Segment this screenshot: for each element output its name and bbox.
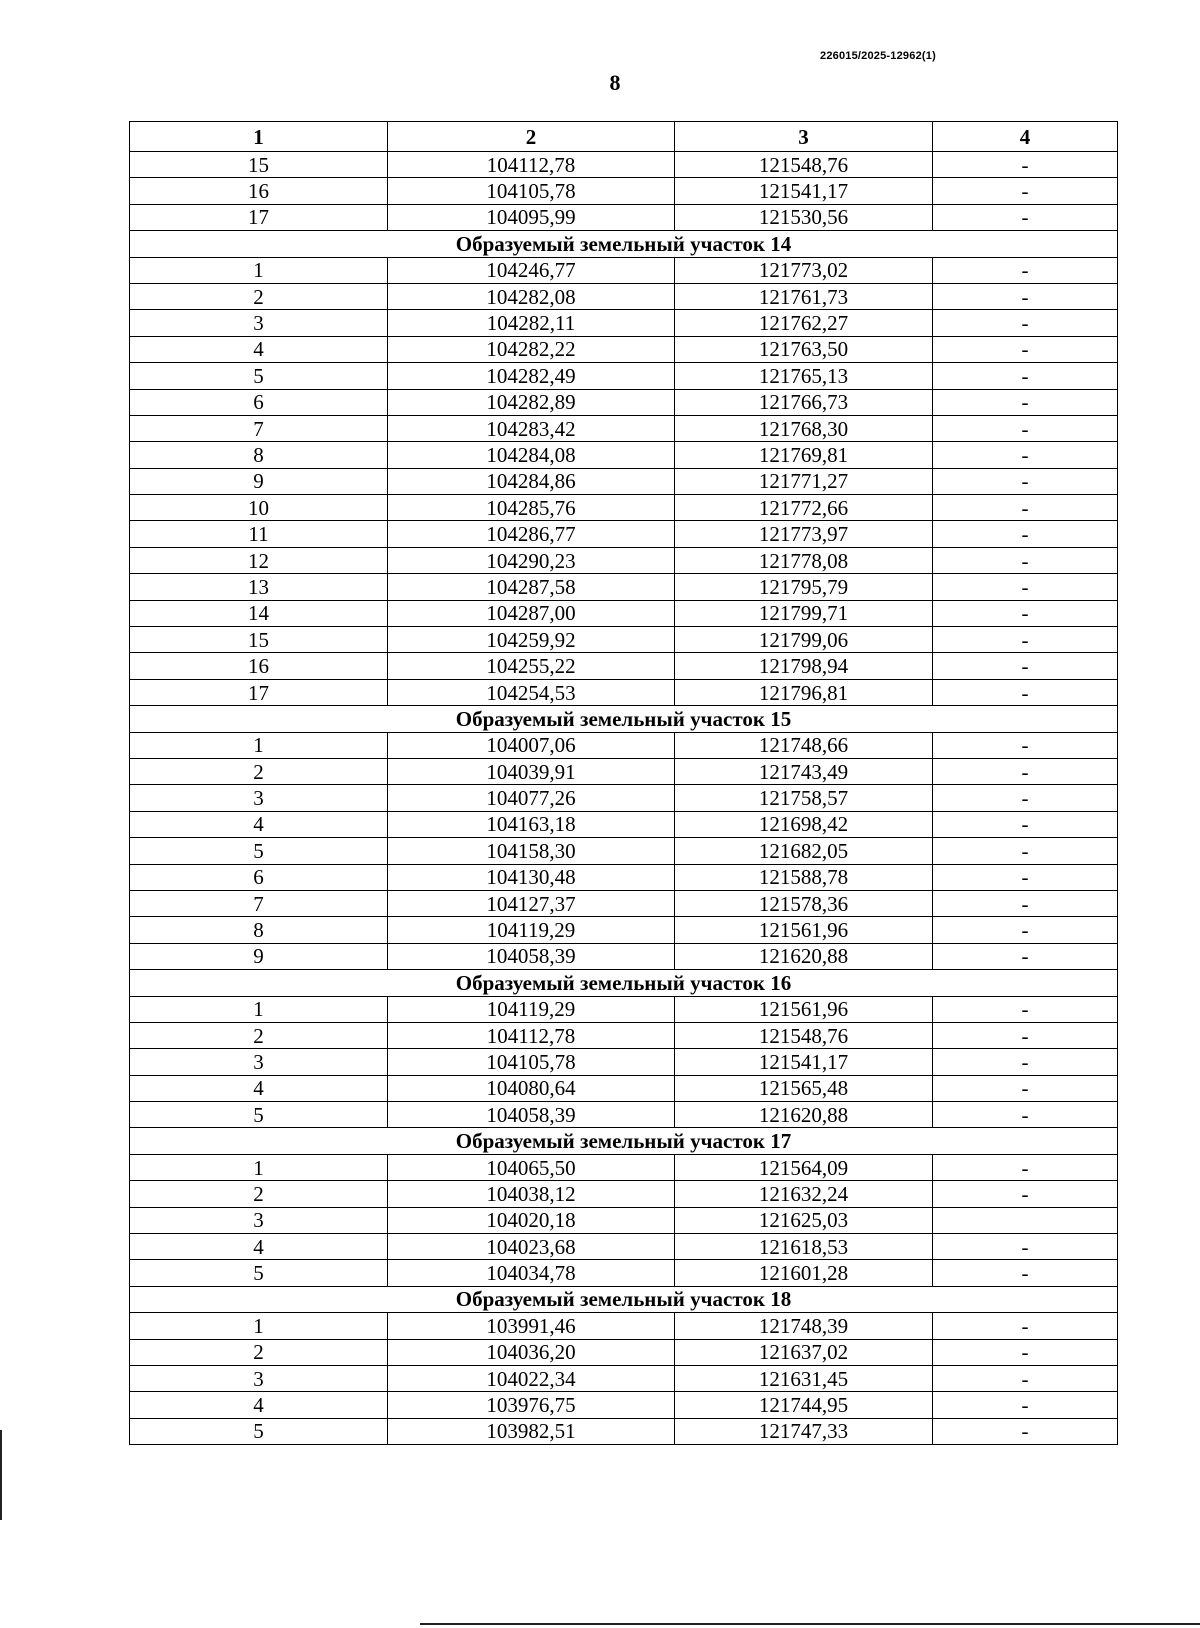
point-number-cell: 2	[130, 1022, 388, 1048]
table-row	[130, 864, 1118, 890]
table-row	[130, 785, 1118, 811]
note-cell: -	[933, 627, 1118, 653]
table-row	[130, 1181, 1118, 1207]
note-cell: -	[933, 1365, 1118, 1391]
x-coordinate-cell: 104282,49	[388, 363, 675, 389]
note-cell: -	[933, 310, 1118, 336]
y-coordinate-cell: 121763,50	[675, 336, 933, 362]
y-coordinate-cell: 121682,05	[675, 838, 933, 864]
note-cell: -	[933, 547, 1118, 573]
x-coordinate-cell: 104130,48	[388, 864, 675, 890]
note-cell: -	[933, 758, 1118, 784]
y-coordinate-cell: 121548,76	[675, 1022, 933, 1048]
note-cell: -	[933, 1234, 1118, 1260]
point-number-cell: 4	[130, 1392, 388, 1418]
note-cell: -	[933, 811, 1118, 837]
note-cell: -	[933, 442, 1118, 468]
table-row	[130, 732, 1118, 758]
table-row	[130, 679, 1118, 705]
point-number-cell: 3	[130, 1365, 388, 1391]
note-cell: -	[933, 653, 1118, 679]
x-coordinate-cell: 103976,75	[388, 1392, 675, 1418]
point-number-cell: 16	[130, 653, 388, 679]
point-number-cell: 11	[130, 521, 388, 547]
y-coordinate-cell: 121632,24	[675, 1181, 933, 1207]
x-coordinate-cell: 103991,46	[388, 1313, 675, 1339]
table-row	[130, 1154, 1118, 1180]
note-cell: -	[933, 1075, 1118, 1101]
y-coordinate-cell: 121748,66	[675, 732, 933, 758]
point-number-cell: 9	[130, 468, 388, 494]
table-row	[130, 574, 1118, 600]
note-cell: -	[933, 521, 1118, 547]
y-coordinate-cell: 121744,95	[675, 1392, 933, 1418]
y-coordinate-cell: 121625,03	[675, 1207, 933, 1233]
column-header-3: 3	[675, 122, 933, 152]
y-coordinate-cell: 121541,17	[675, 178, 933, 204]
y-coordinate-cell: 121768,30	[675, 415, 933, 441]
scan-edge-mark	[0, 1430, 2, 1520]
section-title: Образуемый земельный участок 14	[130, 231, 1118, 257]
y-coordinate-cell: 121747,33	[675, 1418, 933, 1444]
y-coordinate-cell: 121743,49	[675, 758, 933, 784]
section-row	[130, 1286, 1118, 1312]
scan-edge-line	[420, 1623, 1200, 1625]
x-coordinate-cell: 104284,86	[388, 468, 675, 494]
note-cell: -	[933, 600, 1118, 626]
x-coordinate-cell: 104287,00	[388, 600, 675, 626]
point-number-cell: 3	[130, 1207, 388, 1233]
section-title: Образуемый земельный участок 18	[130, 1286, 1118, 1312]
point-number-cell: 12	[130, 547, 388, 573]
y-coordinate-cell: 121530,56	[675, 204, 933, 230]
note-cell: -	[933, 1049, 1118, 1075]
table-row	[130, 1339, 1118, 1365]
note-cell: -	[933, 415, 1118, 441]
x-coordinate-cell: 104039,91	[388, 758, 675, 784]
table-row	[130, 495, 1118, 521]
y-coordinate-cell: 121769,81	[675, 442, 933, 468]
x-coordinate-cell: 104254,53	[388, 679, 675, 705]
y-coordinate-cell: 121565,48	[675, 1075, 933, 1101]
y-coordinate-cell: 121795,79	[675, 574, 933, 600]
note-cell: -	[933, 1022, 1118, 1048]
point-number-cell: 4	[130, 336, 388, 362]
y-coordinate-cell: 121618,53	[675, 1234, 933, 1260]
note-cell: -	[933, 178, 1118, 204]
table-row	[130, 389, 1118, 415]
y-coordinate-cell: 121748,39	[675, 1313, 933, 1339]
y-coordinate-cell: 121561,96	[675, 996, 933, 1022]
table-row	[130, 152, 1118, 178]
point-number-cell: 17	[130, 204, 388, 230]
table-row	[130, 521, 1118, 547]
point-number-cell: 10	[130, 495, 388, 521]
y-coordinate-cell: 121765,13	[675, 363, 933, 389]
x-coordinate-cell: 104287,58	[388, 574, 675, 600]
x-coordinate-cell: 104038,12	[388, 1181, 675, 1207]
table-body	[130, 152, 1118, 1445]
note-cell: -	[933, 1339, 1118, 1365]
point-number-cell: 2	[130, 283, 388, 309]
x-coordinate-cell: 104282,11	[388, 310, 675, 336]
x-coordinate-cell: 104077,26	[388, 785, 675, 811]
table-row	[130, 758, 1118, 784]
x-coordinate-cell: 104163,18	[388, 811, 675, 837]
y-coordinate-cell: 121773,02	[675, 257, 933, 283]
note-cell: -	[933, 732, 1118, 758]
x-coordinate-cell: 104119,29	[388, 917, 675, 943]
point-number-cell: 2	[130, 1339, 388, 1365]
x-coordinate-cell: 104290,23	[388, 547, 675, 573]
y-coordinate-cell: 121561,96	[675, 917, 933, 943]
y-coordinate-cell: 121796,81	[675, 679, 933, 705]
table-row	[130, 1207, 1118, 1233]
section-row	[130, 706, 1118, 732]
y-coordinate-cell: 121778,08	[675, 547, 933, 573]
point-number-cell: 5	[130, 838, 388, 864]
point-number-cell: 8	[130, 917, 388, 943]
point-number-cell: 9	[130, 943, 388, 969]
table-row	[130, 627, 1118, 653]
table-row	[130, 653, 1118, 679]
note-cell: -	[933, 283, 1118, 309]
table-row	[130, 600, 1118, 626]
x-coordinate-cell: 104080,64	[388, 1075, 675, 1101]
table-row	[130, 1102, 1118, 1128]
table-row	[130, 1234, 1118, 1260]
y-coordinate-cell: 121758,57	[675, 785, 933, 811]
y-coordinate-cell: 121799,71	[675, 600, 933, 626]
column-header-1: 1	[130, 122, 388, 152]
table-row	[130, 1313, 1118, 1339]
section-row	[130, 970, 1118, 996]
y-coordinate-cell: 121762,27	[675, 310, 933, 336]
point-number-cell: 3	[130, 785, 388, 811]
table-row	[130, 336, 1118, 362]
x-coordinate-cell: 104105,78	[388, 178, 675, 204]
table-row	[130, 468, 1118, 494]
point-number-cell: 14	[130, 600, 388, 626]
x-coordinate-cell: 104095,99	[388, 204, 675, 230]
table-row	[130, 890, 1118, 916]
table-row	[130, 811, 1118, 837]
y-coordinate-cell: 121637,02	[675, 1339, 933, 1365]
x-coordinate-cell: 104058,39	[388, 943, 675, 969]
coordinates-table	[129, 121, 1118, 1445]
x-coordinate-cell: 104127,37	[388, 890, 675, 916]
section-row	[130, 1128, 1118, 1154]
note-cell: -	[933, 389, 1118, 415]
section-title: Образуемый земельный участок 17	[130, 1128, 1118, 1154]
table-row	[130, 838, 1118, 864]
table-row	[130, 178, 1118, 204]
x-coordinate-cell: 104022,34	[388, 1365, 675, 1391]
x-coordinate-cell: 104285,76	[388, 495, 675, 521]
y-coordinate-cell: 121631,45	[675, 1365, 933, 1391]
note-cell: -	[933, 890, 1118, 916]
table-row	[130, 917, 1118, 943]
table-row	[130, 1260, 1118, 1286]
point-number-cell: 1	[130, 1154, 388, 1180]
y-coordinate-cell: 121799,06	[675, 627, 933, 653]
y-coordinate-cell: 121541,17	[675, 1049, 933, 1075]
note-cell: -	[933, 943, 1118, 969]
note-cell: -	[933, 1418, 1118, 1444]
x-coordinate-cell: 104286,77	[388, 521, 675, 547]
x-coordinate-cell: 104034,78	[388, 1260, 675, 1286]
point-number-cell: 16	[130, 178, 388, 204]
x-coordinate-cell: 104246,77	[388, 257, 675, 283]
y-coordinate-cell: 121766,73	[675, 389, 933, 415]
document-number: 226015/2025-12962(1)	[820, 50, 936, 62]
x-coordinate-cell: 104259,92	[388, 627, 675, 653]
table-header-row	[130, 122, 1118, 152]
note-cell: -	[933, 363, 1118, 389]
x-coordinate-cell: 104282,08	[388, 283, 675, 309]
x-coordinate-cell: 104282,22	[388, 336, 675, 362]
point-number-cell: 7	[130, 415, 388, 441]
section-row	[130, 231, 1118, 257]
y-coordinate-cell: 121588,78	[675, 864, 933, 890]
table-row	[130, 1365, 1118, 1391]
point-number-cell: 1	[130, 1313, 388, 1339]
note-cell: -	[933, 574, 1118, 600]
note-cell: -	[933, 679, 1118, 705]
x-coordinate-cell: 104284,08	[388, 442, 675, 468]
table-row	[130, 415, 1118, 441]
point-number-cell: 15	[130, 627, 388, 653]
note-cell: -	[933, 864, 1118, 890]
point-number-cell: 15	[130, 152, 388, 178]
table-row	[130, 996, 1118, 1022]
point-number-cell: 1	[130, 257, 388, 283]
y-coordinate-cell: 121772,66	[675, 495, 933, 521]
point-number-cell: 6	[130, 389, 388, 415]
note-cell: -	[933, 917, 1118, 943]
x-coordinate-cell: 104023,68	[388, 1234, 675, 1260]
x-coordinate-cell: 104058,39	[388, 1102, 675, 1128]
y-coordinate-cell: 121698,42	[675, 811, 933, 837]
note-cell	[933, 1207, 1118, 1233]
x-coordinate-cell: 104007,06	[388, 732, 675, 758]
table-row	[130, 442, 1118, 468]
y-coordinate-cell: 121578,36	[675, 890, 933, 916]
table-row	[130, 363, 1118, 389]
x-coordinate-cell: 104112,78	[388, 1022, 675, 1048]
point-number-cell: 6	[130, 864, 388, 890]
table-row	[130, 1075, 1118, 1101]
y-coordinate-cell: 121564,09	[675, 1154, 933, 1180]
table-row	[130, 257, 1118, 283]
point-number-cell: 3	[130, 1049, 388, 1075]
table-row	[130, 283, 1118, 309]
point-number-cell: 4	[130, 811, 388, 837]
x-coordinate-cell: 104065,50	[388, 1154, 675, 1180]
note-cell: -	[933, 1181, 1118, 1207]
x-coordinate-cell: 104105,78	[388, 1049, 675, 1075]
table-row	[130, 547, 1118, 573]
note-cell: -	[933, 785, 1118, 811]
point-number-cell: 8	[130, 442, 388, 468]
note-cell: -	[933, 1260, 1118, 1286]
table-row	[130, 310, 1118, 336]
point-number-cell: 4	[130, 1234, 388, 1260]
point-number-cell: 2	[130, 758, 388, 784]
note-cell: -	[933, 1102, 1118, 1128]
point-number-cell: 5	[130, 1102, 388, 1128]
point-number-cell: 4	[130, 1075, 388, 1101]
point-number-cell: 5	[130, 363, 388, 389]
note-cell: -	[933, 495, 1118, 521]
table-row	[130, 1392, 1118, 1418]
section-title: Образуемый земельный участок 15	[130, 706, 1118, 732]
note-cell: -	[933, 1313, 1118, 1339]
x-coordinate-cell: 104158,30	[388, 838, 675, 864]
table-row	[130, 1418, 1118, 1444]
note-cell: -	[933, 336, 1118, 362]
point-number-cell: 2	[130, 1181, 388, 1207]
y-coordinate-cell: 121773,97	[675, 521, 933, 547]
column-header-4: 4	[933, 122, 1118, 152]
y-coordinate-cell: 121798,94	[675, 653, 933, 679]
x-coordinate-cell: 103982,51	[388, 1418, 675, 1444]
table-row	[130, 1022, 1118, 1048]
point-number-cell: 1	[130, 732, 388, 758]
point-number-cell: 7	[130, 890, 388, 916]
page-number: 8	[609, 70, 621, 95]
note-cell: -	[933, 1392, 1118, 1418]
note-cell: -	[933, 1154, 1118, 1180]
note-cell: -	[933, 468, 1118, 494]
note-cell: -	[933, 996, 1118, 1022]
x-coordinate-cell: 104036,20	[388, 1339, 675, 1365]
x-coordinate-cell: 104283,42	[388, 415, 675, 441]
x-coordinate-cell: 104255,22	[388, 653, 675, 679]
x-coordinate-cell: 104020,18	[388, 1207, 675, 1233]
x-coordinate-cell: 104112,78	[388, 152, 675, 178]
point-number-cell: 5	[130, 1418, 388, 1444]
section-title: Образуемый земельный участок 16	[130, 970, 1118, 996]
x-coordinate-cell: 104119,29	[388, 996, 675, 1022]
column-header-2: 2	[388, 122, 675, 152]
table-row	[130, 1049, 1118, 1075]
table-row	[130, 943, 1118, 969]
point-number-cell: 17	[130, 679, 388, 705]
point-number-cell: 5	[130, 1260, 388, 1286]
note-cell: -	[933, 204, 1118, 230]
y-coordinate-cell: 121620,88	[675, 943, 933, 969]
point-number-cell: 1	[130, 996, 388, 1022]
note-cell: -	[933, 257, 1118, 283]
y-coordinate-cell: 121620,88	[675, 1102, 933, 1128]
y-coordinate-cell: 121761,73	[675, 283, 933, 309]
x-coordinate-cell: 104282,89	[388, 389, 675, 415]
y-coordinate-cell: 121601,28	[675, 1260, 933, 1286]
note-cell: -	[933, 838, 1118, 864]
note-cell: -	[933, 152, 1118, 178]
point-number-cell: 3	[130, 310, 388, 336]
point-number-cell: 13	[130, 574, 388, 600]
y-coordinate-cell: 121771,27	[675, 468, 933, 494]
table-row	[130, 204, 1118, 230]
y-coordinate-cell: 121548,76	[675, 152, 933, 178]
